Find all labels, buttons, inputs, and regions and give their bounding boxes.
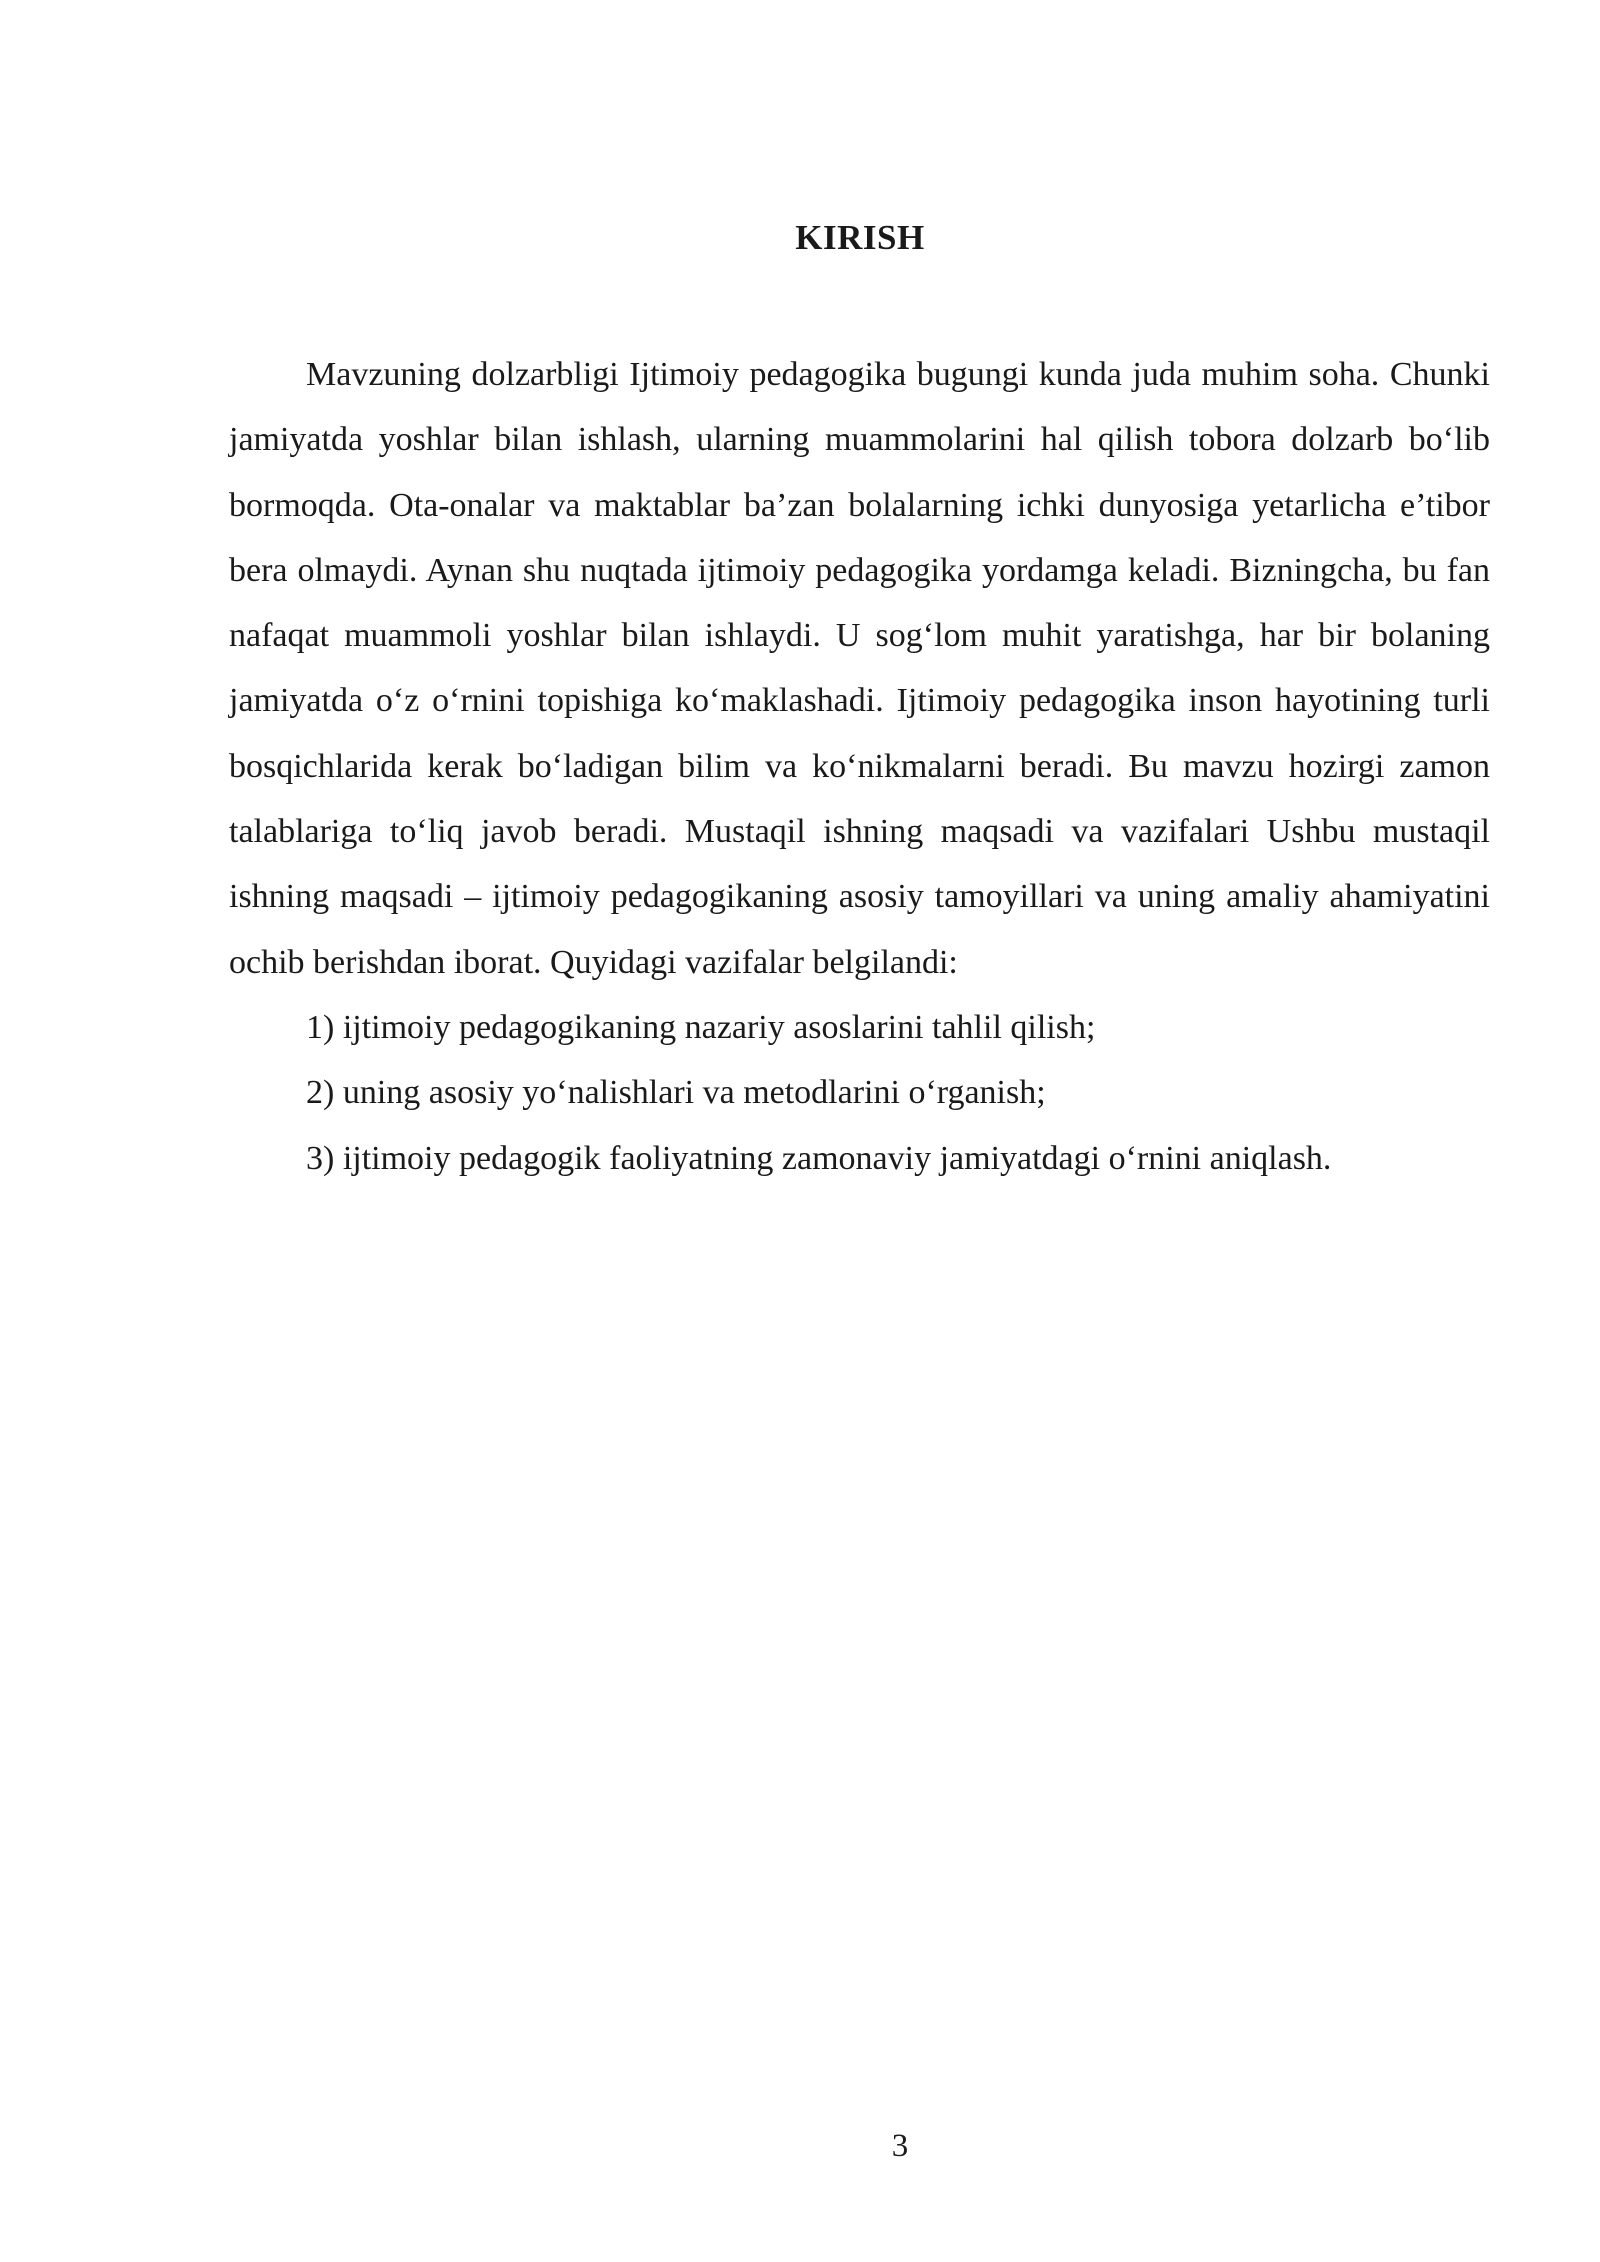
page-title: KIRISH — [795, 218, 925, 257]
list-item: 2) uning asosiy yo‘nalishlari va metodlarini o‘rganish; — [306, 1074, 1046, 1112]
page-number: 3 — [891, 2128, 909, 2164]
list-item: 3) ijtimoiy pedagogik faoliyatning zamonaviy jamiyatdagi o‘rnini aniqlash. — [306, 1139, 1332, 1177]
body-text — [229, 342, 1490, 1191]
list-item: 1) ijtimoiy pedagogikaning nazariy asoslarini tahlil qilish; — [306, 1008, 1096, 1046]
intro-paragraph: Mavzuning dolzarbligi Ijtimoiy pedagogika bugungi kunda juda muhim soha. Chunki jamiyatda yoshlar bilan ishlash, ularning muammolarini hal qilish tobora dolzarb bo‘lib bormoqda. Ota-onalar va maktablar ba’zan bolalarning ichki dunyosiga yetarlicha e’tibor bera olmaydi. Aynan shu nuqtada ijtimoiy pedagogika yordamga keladi. Bizningcha, bu fan nafaqat muammoli yoshlar bilan ishlaydi. U sog‘lom muhit yaratishga, har bir bolaning jamiyatda o‘z o‘rnini topishiga ko‘maklashadi. Ijtimoiy pedagogika inson hayotining turli bosqichlarida kerak bo‘ladigan bilim va ko‘nikmalarni beradi. Bu mavzu hozirgi zamon talablariga to‘liq javob beradi. Mustaqil ishning maqsadi va vazifalari Ushbu mustaqil ishning maqsadi – ijtimoiy pedagogikaning asosiy tamoyillari va uning amaliy ahamiyatini ochib berishdan iborat. Quyidagi vazifalar belgilandi: — [229, 356, 1490, 981]
